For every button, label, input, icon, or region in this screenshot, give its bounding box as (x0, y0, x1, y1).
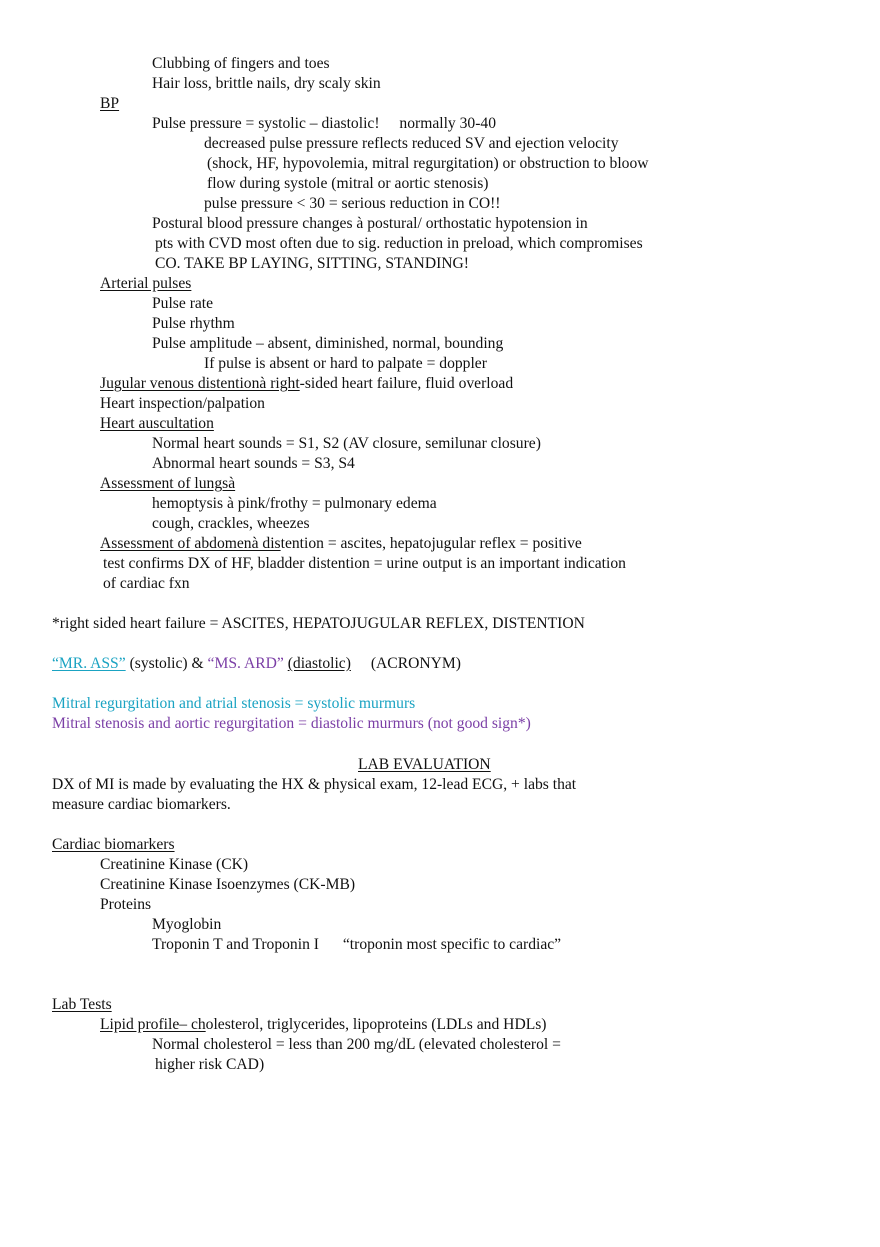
list-item: Pulse rate (152, 295, 214, 312)
text-line: higher risk CAD) (155, 1056, 265, 1073)
text-line: pts with CVD most often due to sig. reduction in preload, which compromises (155, 235, 643, 252)
list-item (80, 414, 254, 434)
list-item (80, 274, 217, 294)
list-item: Hair loss, brittle nails, dry scaly skin (152, 75, 381, 92)
list-item: Pulse amplitude – absent, diminished, normal, bounding (152, 335, 504, 352)
text-line: CO. TAKE BP LAYING, SITTING, STANDING! (155, 255, 469, 272)
section-heading-heart-auscultation: Heart auscultation (100, 415, 214, 432)
section-heading-bp: BP (100, 95, 120, 112)
list-item: Creatinine Kinase (CK) (100, 856, 249, 873)
section-heading-arterial-pulses: Arterial pulses (100, 275, 192, 292)
section-heading-lungs: Assessment of lungsà (100, 475, 236, 492)
list-item: Troponin T and Troponin I “troponin most specific to cardiac” (152, 936, 562, 953)
list-item: Myoglobin (152, 916, 222, 933)
list-item: Pulse rhythm (152, 315, 235, 332)
systolic-murmurs: Mitral regurgitation and atrial stenosis = systolic murmurs (52, 695, 416, 712)
lab-evaluation-heading: LAB EVALUATION (358, 756, 491, 773)
list-item: Creatinine Kinase Isoenzymes (CK-MB) (100, 876, 356, 893)
list-item (80, 474, 265, 494)
list-item: Assessment of abdomenà distention = ascites, hepatojugular reflex = positive (100, 535, 582, 552)
list-item: cough, crackles, wheezes (152, 515, 310, 532)
list-item: Postural blood pressure changes à postural/ orthostatic hypotension in (152, 215, 588, 232)
list-item: decreased pulse pressure reflects reduced SV and ejection velocity (204, 135, 619, 152)
diastolic-murmurs: Mitral stenosis and aortic regurgitation = diastolic murmurs (not good sign*) (52, 715, 531, 732)
text-line: measure cardiac biomarkers. (52, 796, 231, 813)
acronym-mr-ass: “MR. ASS” (52, 655, 126, 672)
list-item: hemoptysis à pink/frothy = pulmonary edema (152, 495, 437, 512)
text-line: of cardiac fxn (103, 575, 190, 592)
text-line: (shock, HF, hypovolemia, mitral regurgitation) or obstruction to bloow (207, 155, 649, 172)
acronym-line: “MR. ASS” (systolic) & “MS. ARD” (diastolic) (ACRONYM) (52, 655, 461, 672)
list-item: Normal heart sounds = S1, S2 (AV closure, semilunar closure) (152, 435, 541, 452)
list-item: Heart inspection/palpation (100, 395, 265, 412)
acronym-ms-ard: “MS. ARD” (207, 655, 284, 672)
list-item: Lipid profile– cholesterol, triglycerides, lipoproteins (LDLs and HDLs) (100, 1016, 547, 1033)
list-item: Pulse pressure = systolic – diastolic! normally 30-40 (152, 115, 496, 132)
text-line: test confirms DX of HF, bladder distention = urine output is an important indication (103, 555, 626, 572)
text-line: DX of MI is made by evaluating the HX & physical exam, 12-lead ECG, + labs that (52, 776, 577, 793)
cardiac-biomarkers-heading: Cardiac biomarkers (52, 836, 175, 853)
list-item: Proteins (100, 896, 152, 913)
list-item: pulse pressure < 30 = serious reduction in CO!! (204, 195, 501, 212)
list-item: Jugular venous distentionà right-sided heart failure, fluid overload (100, 375, 514, 392)
list-item: Abnormal heart sounds = S3, S4 (152, 455, 355, 472)
list-item: Clubbing of fingers and toes (152, 55, 330, 72)
lab-tests-heading: Lab Tests (52, 996, 112, 1013)
list-item (80, 94, 119, 114)
text-line: flow during systole (mitral or aortic stenosis) (207, 175, 489, 192)
list-item: If pulse is absent or hard to palpate = doppler (204, 355, 487, 372)
list-item: Normal cholesterol = less than 200 mg/dL (elevated cholesterol = (152, 1036, 561, 1053)
right-sided-note: *right sided heart failure = ASCITES, HEPATOJUGULAR REFLEX, DISTENTION (52, 615, 585, 632)
